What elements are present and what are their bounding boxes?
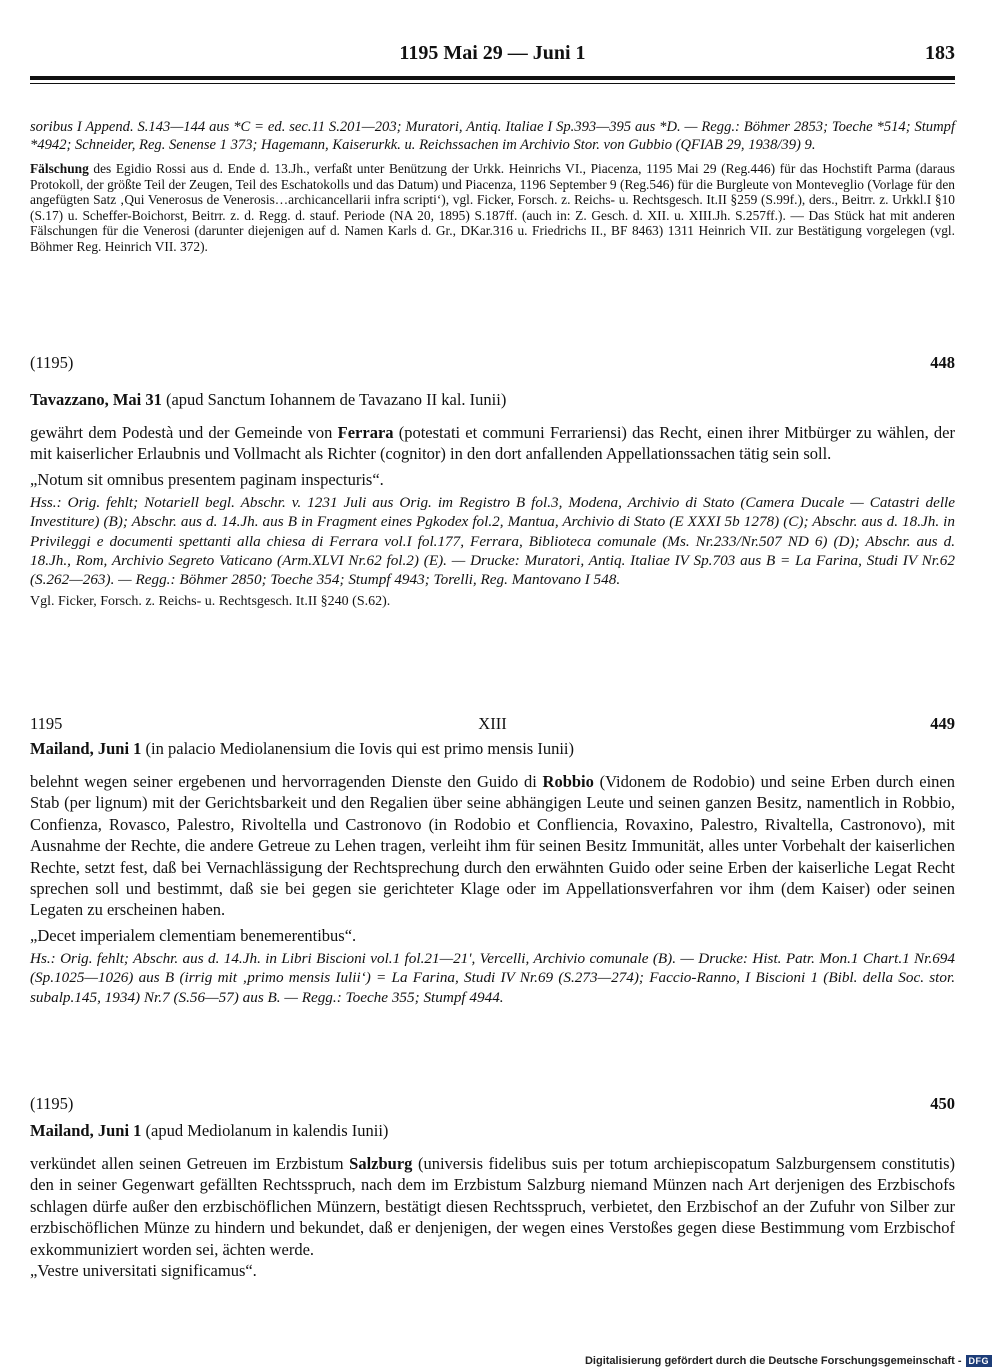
entry-summary-b: (Vidonem de Rodobio) und seine Erben durch einen Stab (per lignum) mit der Gerichtsbarkeit und den Regalien über seine abhängigen Leute und seinen ganzen Besitz, namentlich in Robbio, Confienza, Rovasco, Palestro, Rivoltella und Castronovo (in Rodobio et Confliencia, Rovaxino, Palestro, Rivaltella, Castronovo), mit Ausnahme der Rechte, die andere Getreue zu Lehen tragen, verleiht ihm für seinen Besitz Immunität, alles unter Vorbehalt der kaiserlichen Rechte, setzt fest, daß bei Vernachlässigung der Rechtsprechung durch den erwähnten Guido oder seine Erben der kaiserliche Legat Recht sprechen soll und bestimmt, daß sie bei gegen sie gerichteter Klage oder im Appellationsverfahren vor ihm (dem Kaiser) oder seinen Legaten zu erscheinen haben. <box>30 772 955 920</box>
entry-place-date <box>30 738 955 760</box>
entry-summary-a: verkündet allen seinen Getreuen im Erzbistum <box>30 1154 350 1173</box>
prev-entry <box>30 118 955 255</box>
entry-year: (1195) <box>30 353 74 372</box>
entry-place-date <box>30 389 955 411</box>
entry-449 <box>30 714 955 1007</box>
dfg-logo-icon: DFG <box>966 1355 993 1367</box>
entry-incipit: „Notum sit omnibus presentem paginam inspecturis“. <box>30 469 384 489</box>
entry-number: 448 <box>930 353 955 372</box>
entry-incipit: „Decet imperialem clementiam benemerentibus“. <box>30 925 357 945</box>
entry-summary-b: (potestati et communi Ferrariensi) das Recht, einen ihrer Mitbürger zu wählen, der mit kaiserlicher Erlaubnis und Vollmacht als Richter (cognitor) in den dort anfallenden Appellationssachen tätig sein soll. <box>30 423 955 464</box>
running-title: 1195 Mai 29 — Juni 1 <box>399 42 586 64</box>
footer-credit <box>585 1355 992 1367</box>
entry-place: Tavazzano, Mai 31 <box>30 390 162 409</box>
entry-place-detail: (in palacio Mediolanensium die Iovis qui est primo mensis Iunii) <box>141 739 575 758</box>
entry-place-detail: (apud Sanctum Iohannem de Tavazano II kal. Iunii) <box>161 390 507 409</box>
entry-summary <box>30 1153 955 1260</box>
entry-summary-b: (universis fidelibus suis per totum archiepiscopatum Salzburgensem constitutis) den in seiner Gegenwart gefällten Rechtsspruch, nach dem im Erzbistum Salzburg niemand Münzen nach Art derjenigen des Erzbischofs schlagen dürfe außer den erzbischöflichen Münzern, bestätigt diesen Rechtsspruch, verbietet, den Erzbischof an der Zufuhr von Silber zur erzbischöflichen Münze zu hindern und bekundet, daß er denjenigen, der wegen eines Verstoßes gegen diese Bestimmung vom Erzbischof exkommuniziert worden sei, ächten werde. <box>30 1154 955 1259</box>
entry-head <box>30 353 955 377</box>
entry-year: (1195) <box>30 1094 74 1113</box>
prev-entry-note-text: des Egidio Rossi aus d. Ende d. 13.Jh., verfaßt unter Benützung der Urkk. Heinrichs VI., Piacenza, 1195 Mai 29 (Reg.446) für das Hochstift Parma (daraus Protokoll, der größte Teil der Zeugen, Teil des Eschatokolls und das Datum) und Piacenza, 1196 September 9 (Reg.546) für die Burgleute von Monteveglio (Vorlage für den angefügten Satz ‚Qui Venerosus de Venerosis…archicancellarii infra scripti‘), vgl. Ficker, Forsch. z. Reichs- u. Rechtsgesch. It.II §259 (S.99f.), ders., Beitrr. z. Urkkl.I §10 (S.17) u. Scheffer-Boichorst, Beitrr. z. d. Regg. d. stauf. Periode (NA 20, 1895) S.187ff. (auch in: Z. Gesch. d. XII. u. XIII.Jh. S.257ff.). — Das Stück hat mit anderen Fälschungen für die Venerosi (darunter diejenigen auf d. Namen Karls d. Gr., DKar.316 u. Friedrichs II., BF 8463) 1311 Heinrich VII. zur Bestätigung vorgelegen (vgl. Böhmer Reg. Heinrich VII. 372). <box>30 161 955 254</box>
entry-place: Mailand, Juni 1 <box>30 739 142 758</box>
entry-year: 1195 <box>30 714 63 733</box>
prev-entry-note <box>30 161 955 255</box>
entry-summary-a: gewährt dem Podestà und der Gemeinde von <box>30 423 338 442</box>
page-number: 183 <box>925 42 955 64</box>
entry-head <box>30 714 955 738</box>
entry-sources: Hss.: Orig. fehlt; Notariell begl. Abschr. v. 1231 Juli aus Orig. im Registro B fol.3, Modena, Archivio di Stato (Camera Ducale — Catastri delle Investiture) (B); Abschr. aus d. 14.Jh. aus B in Fragment eines Pgkodex fol.2, Mantua, Archivio di Stato (E XXXI 5b 1278) (C); Abschr. aus d. 18.Jh. in Privileggi e documenti spettanti alla chiesa di Ferrara vol.I fol.177, Ferrara, Biblioteca comunale (Ms. Nr.233/Nr.507 ND 6) (D); Abschr. aus d. 18.Jh., Rom, Archivio Segreto Vaticano (Arm.XLVI Nr.62 fol.2) (E). — Drucke: Muratori, Antiq. Italiae IV Sp.703 aus B = La Farina, Studi IV Nr.62 (S.262—263). — Regg.: Böhmer 2850; Toeche 354; Stumpf 4943; Torelli, Reg. Mantovano I 548. <box>30 493 955 589</box>
entry-number: 450 <box>930 1094 955 1113</box>
entry-place: Mailand, Juni 1 <box>30 1121 142 1140</box>
entry-head <box>30 1094 955 1118</box>
header-rule-thick <box>30 76 955 80</box>
header-rule-thin <box>30 83 955 84</box>
entry-number: 449 <box>930 714 955 733</box>
entry-note: Vgl. Ficker, Forsch. z. Reichs- u. Rechtsgesch. It.II §240 (S.62). <box>30 593 391 609</box>
page-header <box>30 38 955 74</box>
entry-recipient: Salzburg <box>349 1154 413 1173</box>
entry-summary <box>30 771 955 921</box>
entry-450 <box>30 1094 955 1282</box>
entry-place-detail: (apud Mediolanum in kalendis Iunii) <box>141 1121 389 1140</box>
entry-summary-a: belehnt wegen seiner ergebenen und hervorragenden Dienste den Guido di <box>30 772 543 791</box>
prev-entry-sources: soribus I Append. S.143—144 aus *C = ed. sec.11 S.201—203; Muratori, Antiq. Italiae I Sp.393—395 aus *D. — Regg.: Böhmer 2853; Toeche *514; Stumpf *4942; Schneider, Reg. Senense 1 373; Hagemann, Kaiserurkk. u. Reichssachen im Archivio Stor. von Gubbio (QFIAB 29, 1938/39) 9. <box>30 119 955 153</box>
entry-sources: Hs.: Orig. fehlt; Abschr. aus d. 14.Jh. in Libri Biscioni vol.1 fol.21—21', Vercelli, Archivio comunale (B). — Drucke: Hist. Patr. Mon.1 Chart.1 Nr.694 (Sp.1025—1026) aus B (irrig mit ‚primo mensis Iulii‘) = La Farina, Studi IV Nr.69 (S.273—274); Faccio-Ranno, I Biscioni 1 (Bibl. della Soc. stor. subalp.145, 1934) Nr.7 (S.56—57) aus B. — Regg.: Toeche 355; Stumpf 4944. <box>30 949 955 1006</box>
prev-entry-note-lead: Fälschung <box>30 161 89 176</box>
entry-summary <box>30 422 955 465</box>
entry-indiction: XIII <box>478 714 507 733</box>
entry-448 <box>30 353 955 609</box>
footer-text: Digitalisierung gefördert durch die Deutsche Forschungsgemeinschaft - <box>584 1355 962 1367</box>
entry-incipit: „Vestre universitati significamus“. <box>30 1261 257 1281</box>
document-page <box>30 38 955 1281</box>
entry-recipient: Robbio <box>542 772 594 791</box>
entry-place-date <box>30 1120 955 1142</box>
entry-recipient: Ferrara <box>337 423 394 442</box>
